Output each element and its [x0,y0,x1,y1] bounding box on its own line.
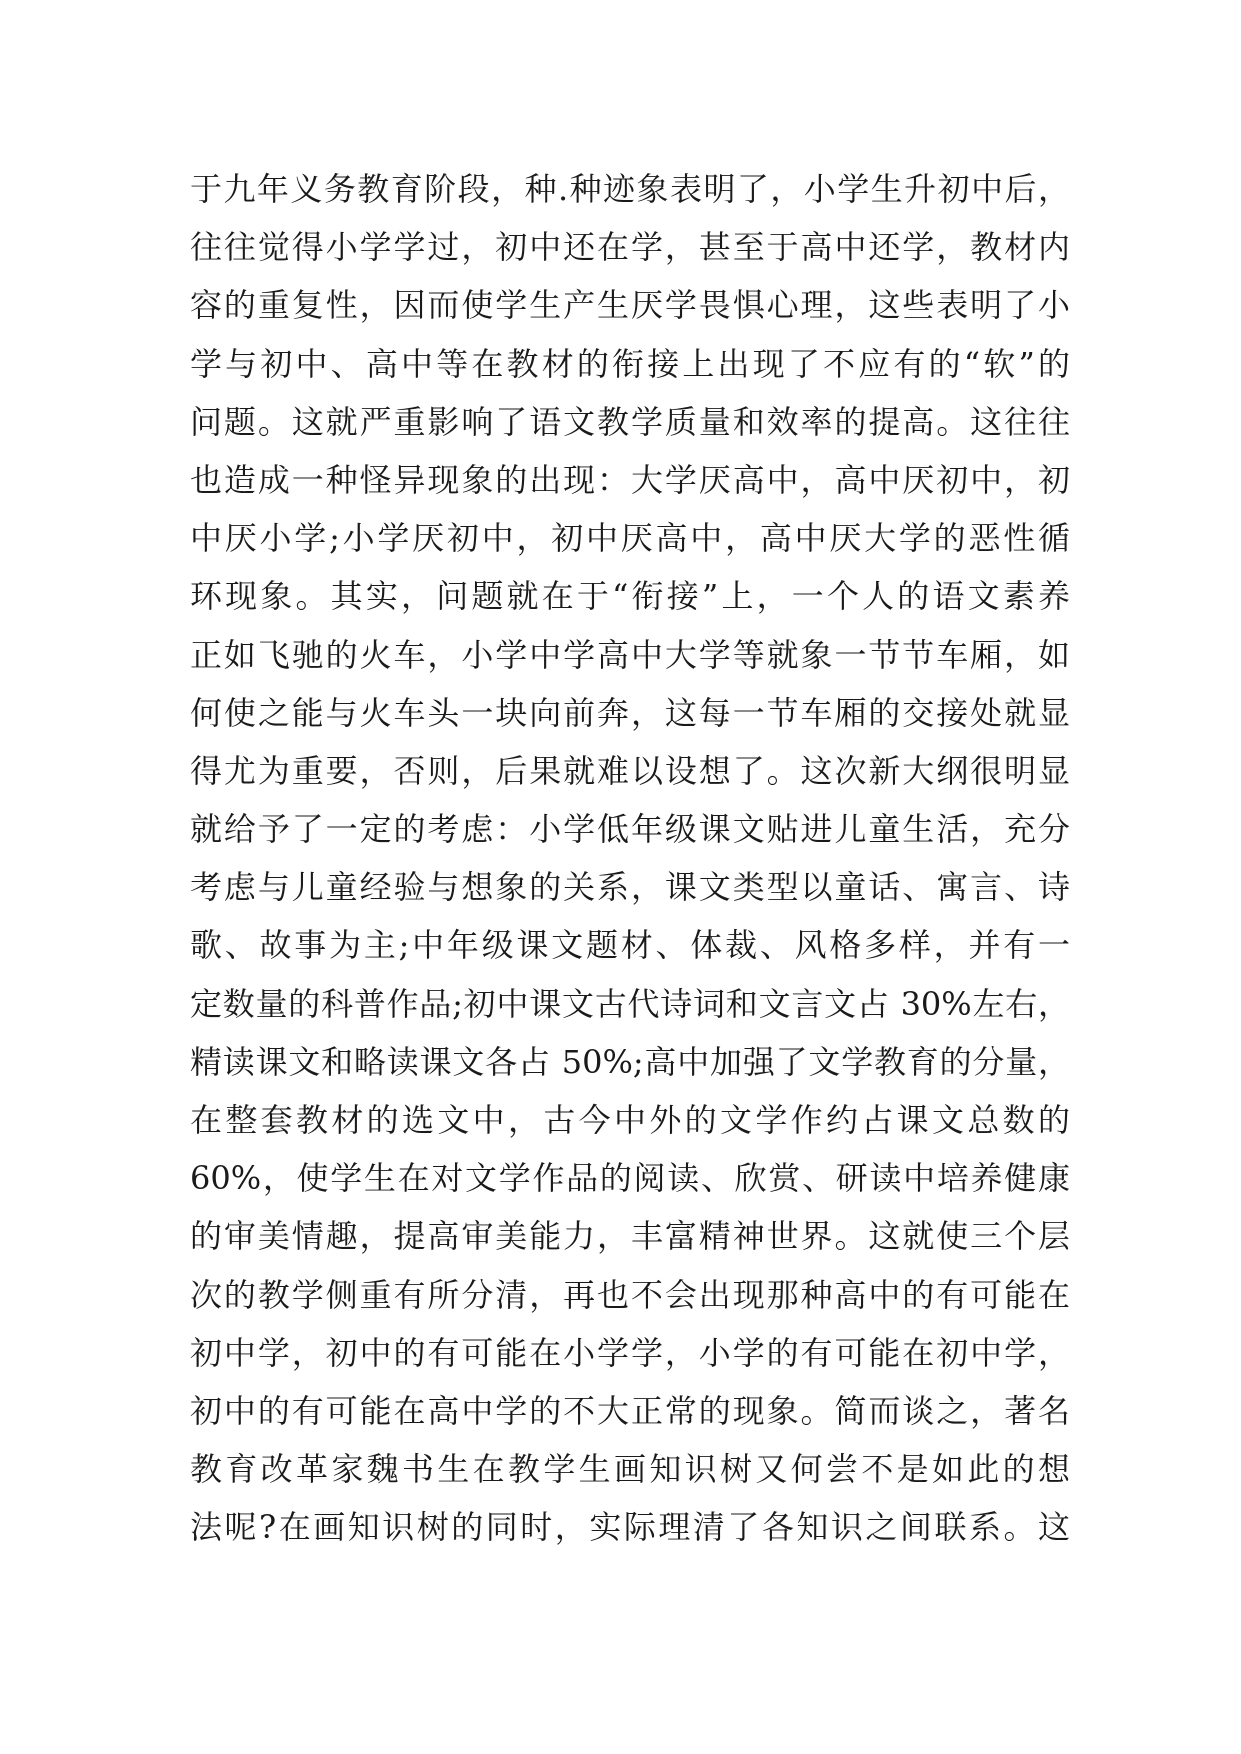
text-line: 初中的有可能在高中学的不大正常的现象。简而谈之，著名 [190,1391,1070,1430]
text-line: 精读课文和略读课文各占 50%;高中加强了文学教育的分量， [190,1042,1070,1081]
text-line: 教育改革家魏书生在教学生画知识树又何尝不是如此的想 [190,1450,1070,1489]
text-line: 正如飞驰的火车，小学中学高中大学等就象一节节车厢，如 [190,635,1070,674]
text-line: 也造成一种怪异现象的出现：大学厌高中，高中厌初中，初 [190,460,1070,499]
text-line: 歌、故事为主;中年级课文题材、体裁、风格多样，并有一 [190,926,1070,965]
text-line: 的审美情趣，提高审美能力，丰富精神世界。这就使三个层 [190,1217,1070,1256]
text-line: 得尤为重要，否则，后果就难以设想了。这次新大纲很明显 [190,751,1070,790]
text-line: 环现象。其实，问题就在于“衔接”上，一个人的语文素养 [190,577,1070,616]
text-line: 初中学，初中的有可能在小学学，小学的有可能在初中学， [190,1333,1070,1372]
text-line: 次的教学侧重有所分清，再也不会出现那种高中的有可能在 [190,1275,1070,1314]
text-line: 中厌小学;小学厌初中，初中厌高中，高中厌大学的恶性循 [190,519,1070,558]
text-line: 在整套教材的选文中，古今中外的文学作约占课文总数的 [190,1101,1070,1139]
text-line: 学与初中、高中等在教材的衔接上出现了不应有的“软”的 [190,344,1070,383]
text-line: 考虑与儿童经验与想象的关系，课文类型以童话、寓言、诗 [190,868,1070,907]
text-line: 定数量的科普作品;初中课文古代诗词和文言文占 30%左右， [190,984,1070,1023]
text-line: 就给予了一定的考虑：小学低年级课文贴进儿童生活，充分 [190,810,1070,849]
text-line: 法呢?在画知识树的同时，实际理清了各知识之间联系。这 [190,1508,1070,1547]
text-line: 容的重复性，因而使学生产生厌学畏惧心理，这些表明了小 [190,286,1070,325]
text-line: 往往觉得小学学过，初中还在学，甚至于高中还学，教材内 [190,228,1070,267]
text-line: 于九年义务教育阶段，种.种迹象表明了，小学生升初中后， [190,170,1070,208]
text-line: 60%，使学生在对文学作品的阅读、欣赏、研读中培养健康 [190,1159,1070,1198]
text-line: 何使之能与火车头一块向前奔，这每一节车厢的交接处就显 [190,693,1070,732]
body-paragraph [190,160,1070,1557]
text-line: 问题。这就严重影响了语文教学质量和效率的提高。这往往 [190,402,1070,441]
